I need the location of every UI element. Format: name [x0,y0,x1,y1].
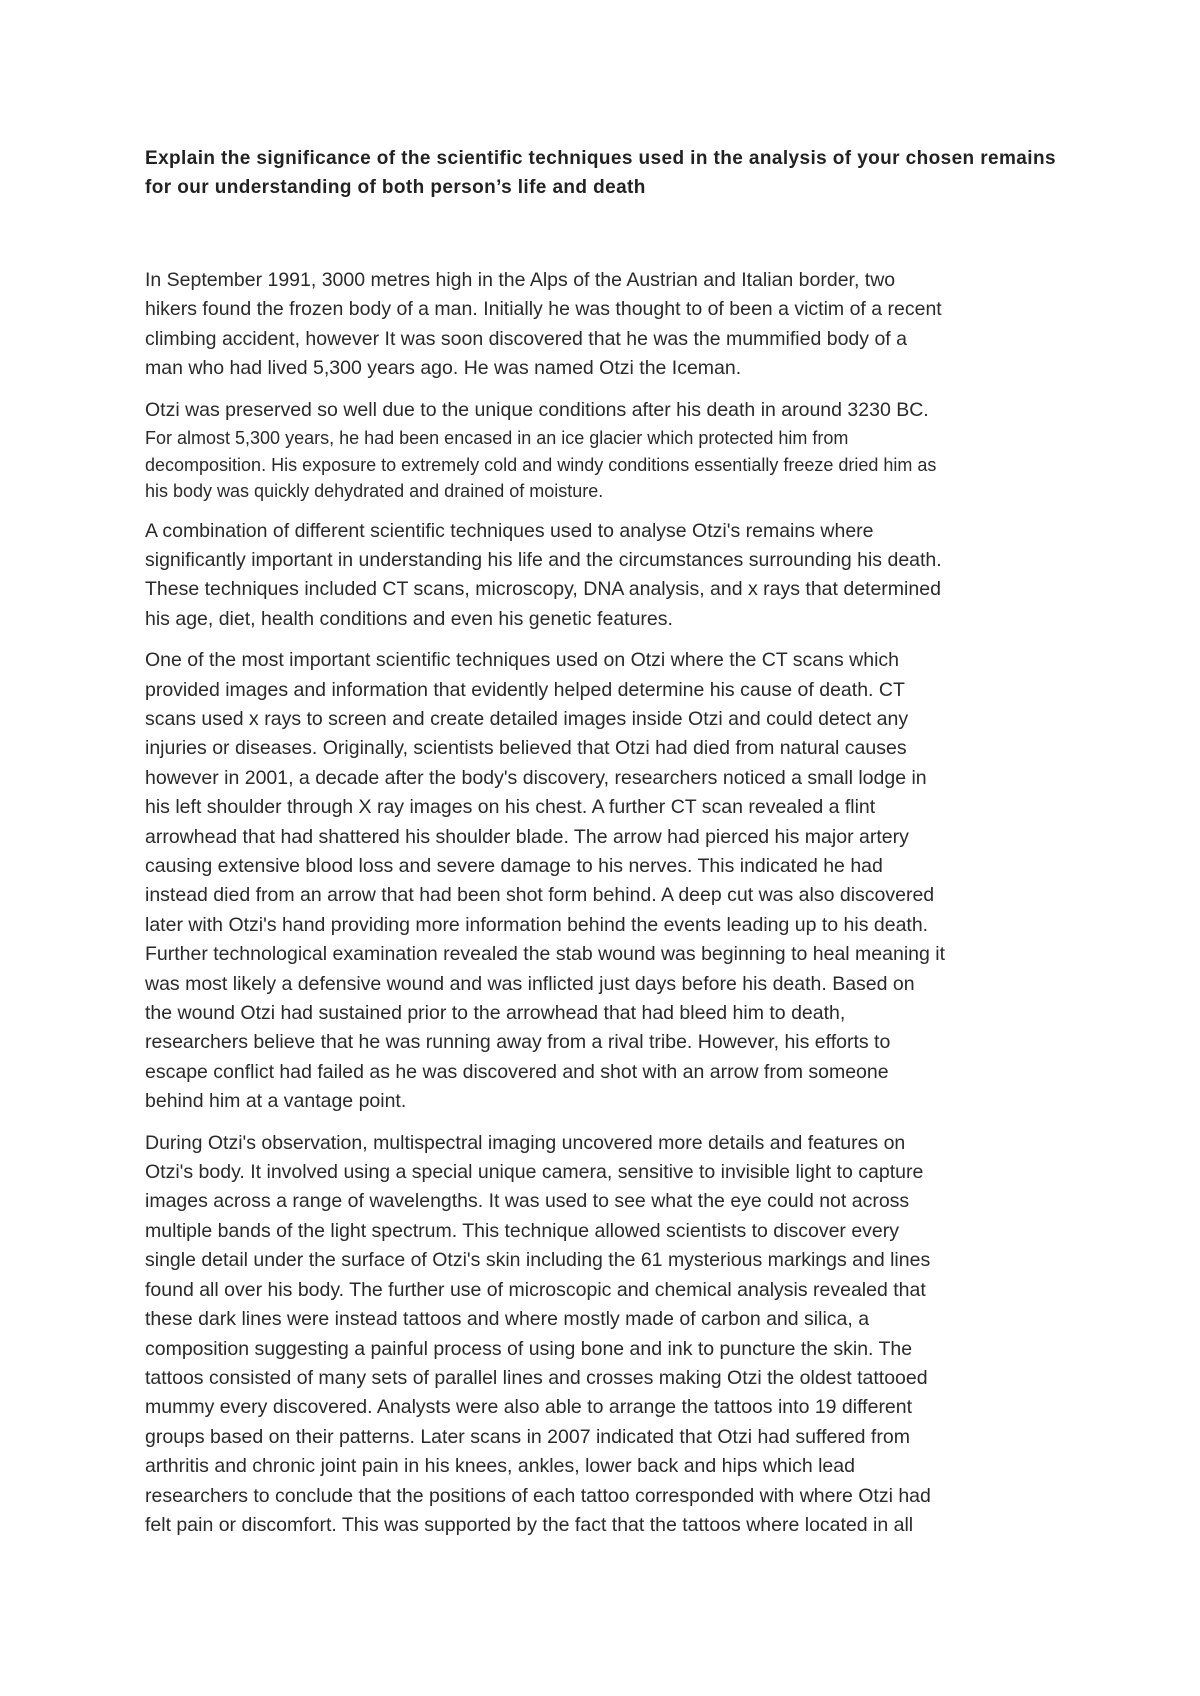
text-line: arthritis and chronic joint pain in his knees, ankles, lower back and hips which lead [145,1455,855,1478]
text-line: these dark lines were instead tattoos and where mostly made of carbon and silica, a [145,1308,870,1331]
text-line: the wound Otzi had sustained prior to the arrowhead that had bleed him to death, [145,1002,846,1025]
text-line: In September 1991, 3000 metres high in the Alps of the Austrian and Italian border, two [145,269,896,291]
paragraph-preservation [145,396,1065,505]
text-line: however in 2001, a decade after the body's discovery, researchers noticed a small lodge in [145,766,927,789]
text-line: escape conflict had failed as he was discovered and shot with an arrow from someone [145,1060,889,1083]
text-line: his age, diet, health conditions and even his genetic features. [145,607,673,630]
text-line: injuries or diseases. Originally, scientists believed that Otzi had died from natural causes [145,737,907,760]
text-line: climbing accident, however It was soon discovered that he was the mummified body of a [145,327,907,350]
text-line: single detail under the surface of Otzi's skin including the 61 mysterious markings and lines [145,1249,931,1272]
text-line: his left shoulder through X ray images on his chest. A further CT scan revealed a flint [145,796,876,819]
paragraph-techniques [145,517,1065,635]
text-line: groups based on their patterns. Later scans in 2007 indicated that Otzi had suffered from [145,1425,910,1448]
text-line: arrowhead that had shattered his shoulder blade. The arrow had pierced his major artery [145,825,909,848]
text-line: mummy every discovered. Analysts were also able to arrange the tattoos into 19 different [145,1396,913,1419]
text-line: For almost 5,300 years, he had been encased in an ice glacier which protected him from [145,428,849,449]
text-line: behind him at a vantage point. [145,1090,407,1113]
document-page [145,144,1065,1552]
text-line: Otzi's body. It involved using a special unique camera, sensitive to invisible light to capture [145,1161,924,1184]
paragraph-multispectral [145,1129,1065,1541]
paragraph-ct-scans [145,646,1065,1117]
text-line: causing extensive blood loss and severe damage to his nerves. This indicated he had [145,855,883,877]
paragraph-discovery [145,266,1065,384]
text-line: During Otzi's observation, multispectral imaging uncovered more details and features on [145,1131,906,1154]
text-line: A combination of different scientific techniques used to analyse Otzi's remains where [145,519,874,542]
text-line: man who had lived 5,300 years ago. He was named Otzi the Iceman. [145,357,742,380]
text-line: researchers to conclude that the positions of each tattoo corresponded with where Otzi had [145,1484,931,1507]
text-line: significantly important in understanding his life and the circumstances surrounding his death. [145,548,942,571]
text-line: later with Otzi's hand providing more information behind the events leading up to his death. [145,913,929,936]
text-line: provided images and information that evidently helped determine his cause of death. CT [145,678,905,701]
text-line: decomposition. His exposure to extremely cold and windy conditions essentially freeze dried him as [145,454,937,475]
text-line: scans used x rays to screen and create detailed images inside Otzi and could detect any [145,707,909,730]
text-line: hikers found the frozen body of a man. Initially he was thought to of been a victim of a recent [145,298,942,321]
text-line: instead died from an arrow that had been shot form behind. A deep cut was also discovered [145,884,935,907]
text-line: Further technological examination revealed the stab wound was beginning to heal meaning it [145,943,946,966]
text-line: One of the most important scientific techniques used on Otzi where the CT scans which [145,649,900,672]
document-title: Explain the significance of the scientific techniques used in the analysis of your chosen remains for our understanding of both person’s life and death [145,148,1056,198]
text-line: was most likely a defensive wound and was inflicted just days before his death. Based on [145,972,915,995]
text-line: composition suggesting a painful process of using bone and ink to puncture the skin. The [145,1337,913,1360]
text-line: These techniques included CT scans, microscopy, DNA analysis, and x rays that determined [145,578,941,601]
text-line: felt pain or discomfort. This was supported by the fact that the tattoos where located in all [145,1513,914,1536]
text-line: researchers believe that he was running away from a rival tribe. However, his efforts to [145,1031,891,1054]
text-line: Otzi was preserved so well due to the unique conditions after his death in around 3230 BC. [145,398,929,421]
text-line: his body was quickly dehydrated and drained of moisture. [145,481,604,502]
text-line: tattoos consisted of many sets of parallel lines and crosses making Otzi the oldest tattooed [145,1366,928,1389]
text-line: multiple bands of the light spectrum. This technique allowed scientists to discover every [145,1219,900,1242]
text-line: images across a range of wavelengths. It was used to see what the eye could not across [145,1190,910,1213]
text-line: found all over his body. The further use of microscopic and chemical analysis revealed that [145,1278,926,1301]
